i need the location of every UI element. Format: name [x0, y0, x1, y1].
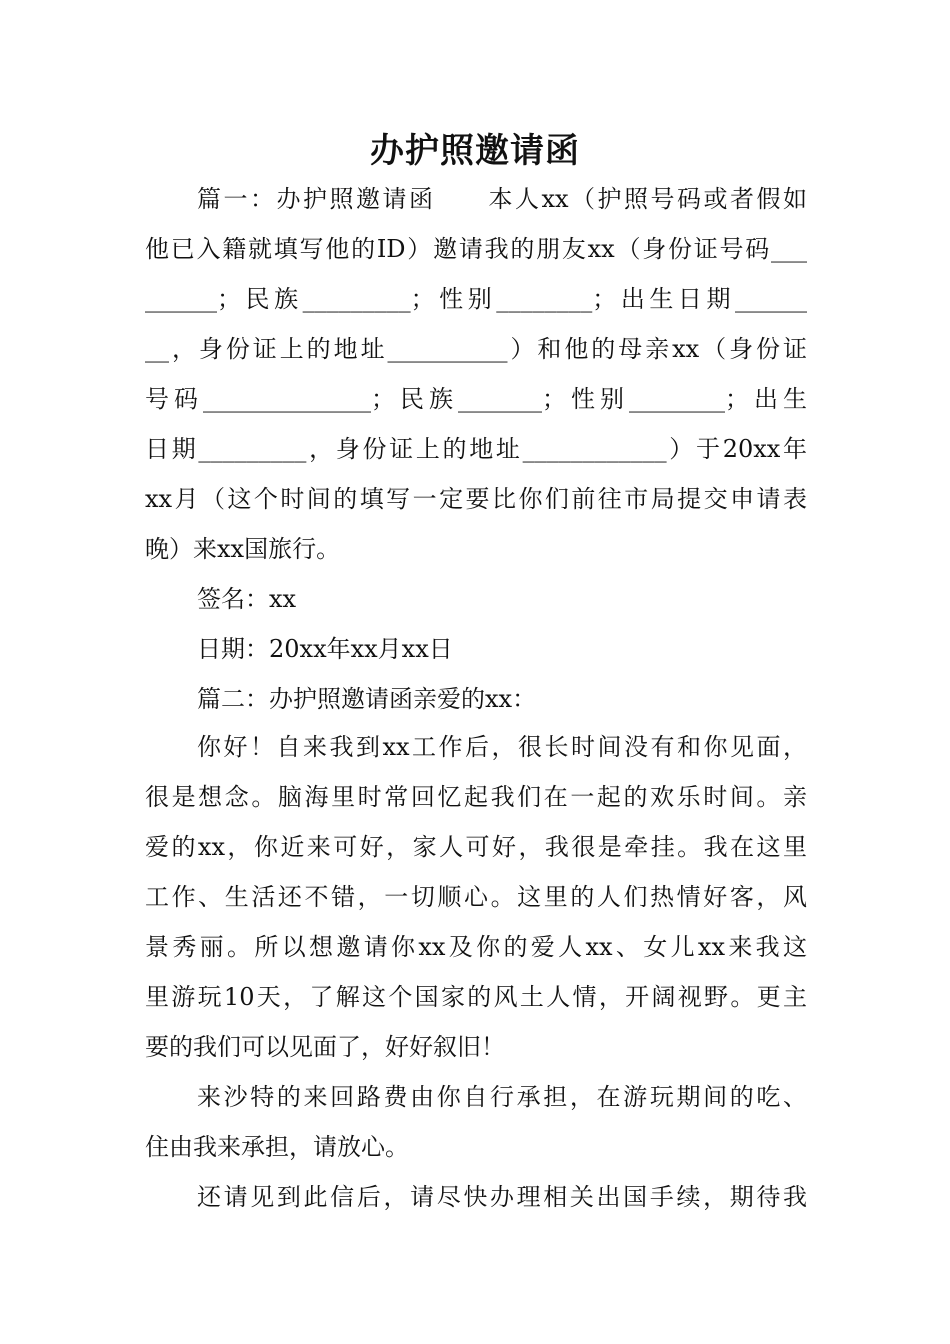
text-line: 来沙特的来回路费由你自行承担，在游玩期间的吃、 — [197, 1083, 807, 1111]
text-line: 住由我来承担，请放心。 — [145, 1133, 409, 1161]
text-line: 日期_________，身份证上的地址____________）于20xx年 — [145, 435, 807, 463]
section-heading: 篇二：办护照邀请函亲爱的xx： — [197, 685, 537, 713]
text-line: xx月（这个时间的填写一定要比你们前往市局提交申请表 — [145, 485, 807, 513]
text-line: 景秀丽。所以想邀请你xx及你的爱人xx、女儿xx来我这 — [145, 933, 807, 961]
text-line: 里游玩10天，了解这个国家的风土人情，开阔视野。更主 — [145, 983, 807, 1011]
page-title: 办护照邀请函 — [370, 131, 580, 171]
text-line: 很是想念。脑海里时常回忆起我们在一起的欢乐时间。亲 — [145, 783, 807, 811]
text-line: 工作、生活还不错，一切顺心。这里的人们热情好客，风 — [145, 883, 807, 911]
text-line: 爱的xx，你近来可好，家人可好，我很是牵挂。我在这里 — [145, 833, 807, 861]
signature-line: 签名：xx — [197, 585, 297, 613]
text-line: 他已入籍就填写他的ID）邀请我的朋友xx（身份证号码___ — [145, 235, 807, 263]
text-line: 篇一：办护照邀请函 本人xx（护照号码或者假如 — [197, 185, 807, 213]
text-line: 要的我们可以见面了，好好叙旧！ — [145, 1033, 505, 1061]
text-line: 你好！自来我到xx工作后，很长时间没有和你见面， — [197, 733, 807, 761]
text-line: 号码______________；民族_______；性别________；出生 — [145, 385, 807, 413]
text-line: 晚）来xx国旅行。 — [145, 535, 341, 563]
text-line: ______；民族_________；性别________；出生日期______ — [145, 285, 807, 313]
text-line: __，身份证上的地址__________）和他的母亲xx（身份证 — [145, 335, 807, 363]
text-line: 还请见到此信后，请尽快办理相关出国手续，期待我 — [197, 1183, 807, 1211]
date-line: 日期：20xx年xx月xx日 — [197, 635, 453, 663]
